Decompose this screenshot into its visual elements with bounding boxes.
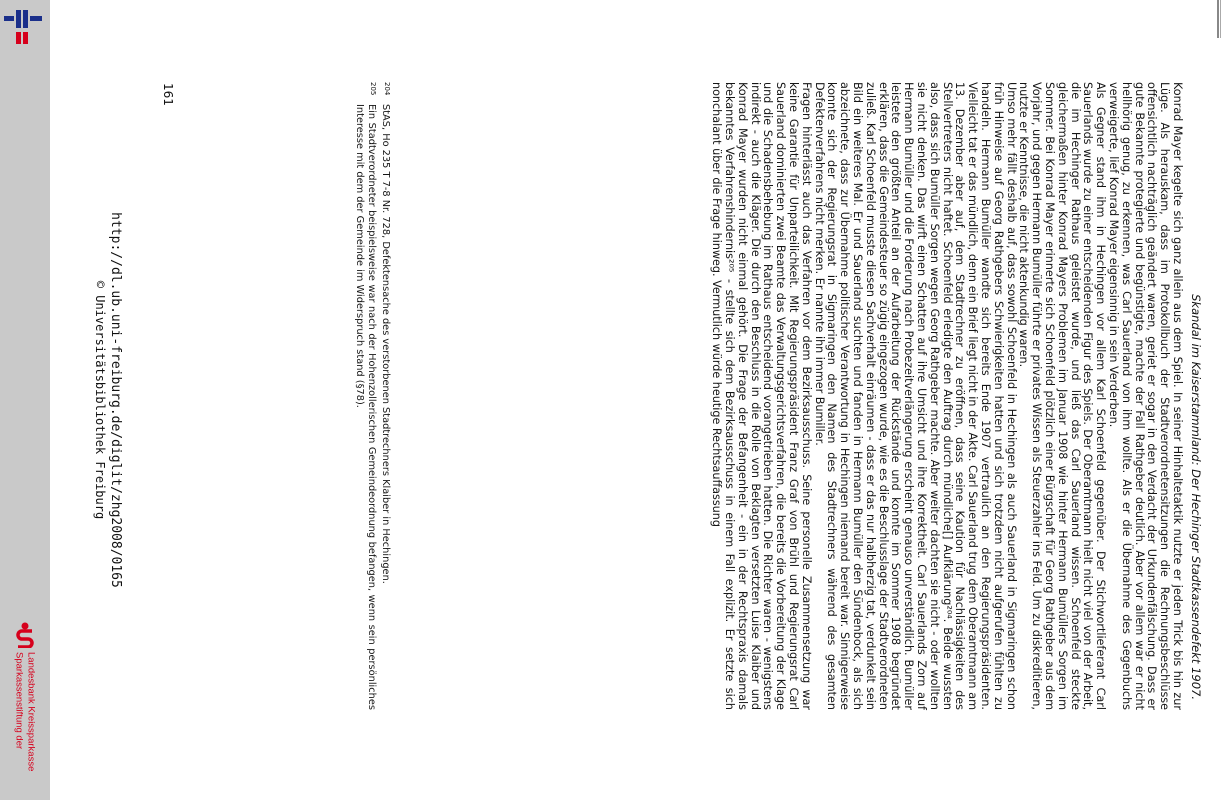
page-edge-marks <box>1215 0 1223 40</box>
paragraph: Umso mehr fällt deshalb auf, dass sowohl Schoenfeld in Hechingen als auch Sauerland in Sigmaringen schon früh Hinweise auf Georg Rathgebers Schwierigkeiten hatten und sich trotzdem nicht aufgerufen fühlten zu handeln. Hermann Bumüller wandte sich bereits Ende 1907 vertraulich an den Regierungspräsidenten. Vielleicht tat er das mündlich, denn ein Brief liegt nicht in der Akte. Carl Sauerland trug dem Oberamtmann am 13. Dezember aber auf, dem Stadtrechner zu eröffnen, dass seine Kaution für Nachlässigkeiten des Stellvertreters nicht haftet. Schoenfeld erledigte den Auftrag durch mündliche[] Aufklärung²⁰⁴. Beide wussten also, dass sich Bumüller Sorgen wegen Georg Rathgeber machte. Aber weiter dachten sie nicht - oder wollten sie nicht denken. Das wirft einen Schatten auf ihre Umsicht und ihre Korrektheit. Carl Sauerlands Zorn auf Hermann Bumüller und die Forderung nach Probezeitverlängerung erscheint genauso unverständlich. Bumüller leistete den größten Anteil an der Aufarbeitung der Rückstände und konnte im Sommer 1908 begründet erklären, dass die Gemeindesteuer so zügig eingezogen wurde, wie es die Beschlusslage der Stadtverordneten zuließ. Karl Schoenfeld musste diesen Sachverhalt einräumen - dass er das nur halbherzig tat, verdunkelt sein Bild ein weiteres Mal. Er und Sauerland suchten und fanden in Hermann Bumüller den Sündenbock, als sich abzeichnete, dass zur Übernahme politischer Verantwortung in Hechingen niemand bereit war. Sinnigerweise konnte sich der Regierungsrat in Sigmaringen den Namen des Stadtrechners während des gesamten Defektenverfahrens nicht merken. Er nannte ihn immer Bumiller. <box>812 82 1018 710</box>
viewer-sidebar <box>0 0 50 800</box>
footnote <box>379 82 391 710</box>
footnote-number: 204 <box>383 82 391 96</box>
paragraph: Fragen hinterlässt auch das Verfahren vor dem Bezirksausschuss. Seine personelle Zusammensetzung war keine Garantie für Unparteilichkeit. Mit Regierungspräsident Franz Graf von Brühl und Regierungsrat Carl Sauerland dominierten zwei Beamte das Verwaltungsgerichtsverfahren, die bereits die Vorbereitung der Klage und die Schadensbehebung im Rathaus entscheidend vorangetrieben hatten. Die Richter waren - wenigstens indirekt - auch die Kläger. Die durch den Beschluss in die Rolle von Beklagten versetzten Luise Klaiber und Konrad Mayer wurden nicht einmal gehört. Die Frage der Befangenheit - ein in der Rechtspraxis damals bekanntes Verfahrenshindernis²⁰⁵ - stellte sich dem Bezirksausschuss in einem Fall explizit. Er setzte sich nonchalant über die Frage hinweg. Vermutlich würde heutige Rechtsauffassung <box>710 82 813 710</box>
footnote-number: 205 <box>369 82 377 96</box>
permalink-url[interactable]: http://dl.ub.uni-freiburg.de/diglit/zhg2008/0165 <box>108 212 123 588</box>
footnote <box>353 82 377 710</box>
rotated-page-content <box>50 0 1223 800</box>
sponsor-text <box>3 652 47 798</box>
ub-freiburg-logo-icon[interactable] <box>2 6 46 48</box>
page-number: 161 <box>161 83 175 106</box>
running-header: Skandal im Kaiserstammland: Der Hechinger Stadtkassendefekt 1907. <box>1189 294 1203 700</box>
citation-block <box>93 0 123 800</box>
paragraph: Konrad Mayer kegelte sich ganz allein aus dem Spiel. In seiner Hinhaltetaktik nutzte er jeden Trick bis hin zur Lüge. Als herauskam, dass im Protokollbuch der Stadtverordnetensitzungen die Rechnungsbeschlüsse offensichtlich nachträglich geändert waren, geriet er sogar in den Verdacht der Urkundenfälschung. Dass er gute Bekannte protegierte und begünstigte, machte der Fall Rathgeber deutlich. Aber vor allem war er nicht hellhörig genug, zu erkennen, was Carl Sauerland von ihm wollte. Als er die Übernahme des Gegenbuchs verweigerte, lief Konrad Mayer eigensinnig in sein Verderben. <box>1107 82 1184 710</box>
footnote-text: StAS, Ho 235 T 7-8 Nr. 728, Defektensache des verstorbenen Stadtrechners Klaiber in Hechingen. <box>380 104 391 584</box>
sparkasse-s-icon <box>14 622 36 648</box>
body-text <box>710 82 1183 710</box>
copyright-notice: © Universitätsbibliothek Freiburg <box>93 280 107 520</box>
paragraph: Als Gegner stand ihm in Hechingen vor allem Karl Schoenfeld gegenüber. Der Stichwortlieferant Carl Sauerlands wurde zu einer entscheidenden Figur des Spiels. Der Oberamtmann hielt nicht viel von der Arbeit, die im Hechinger Rathaus geleistet wurde, und ließ das Carl Sauerland wissen. Schoenfeld steckte gleichermaßen hinter Konrad Mayers Problemen im Januar 1908 wie hinter Hermann Bumüllers Sorgen im Sommer. Bei Konrad Mayer erinnerte sich Schoenfeld plötzlich einer Bürgschaft für Georg Rathgeber aus dem Vorjahr, und gegen Hermann Bumüller führte er privates Wissen als Steuerzahler ins Feld. Um zu diskreditieren, nutzte er Kenntnisse, die nicht aktenkundig waren. <box>1017 82 1108 710</box>
footnotes <box>351 82 391 710</box>
sponsor-line-2: Landesbank Kreissparkasse <box>25 652 37 772</box>
sponsor-line-1: Sparkassenstiftung der <box>13 652 25 750</box>
scanned-page <box>50 0 1223 800</box>
footnote-text: Ein Stadtverordneter beispielsweise war nach der Hohenzollerischen Gemeindeordnung befangen, wenn sein persönliches Interesse mit dem der Gemeinde im Widerspruch stand (§78). <box>354 104 377 710</box>
